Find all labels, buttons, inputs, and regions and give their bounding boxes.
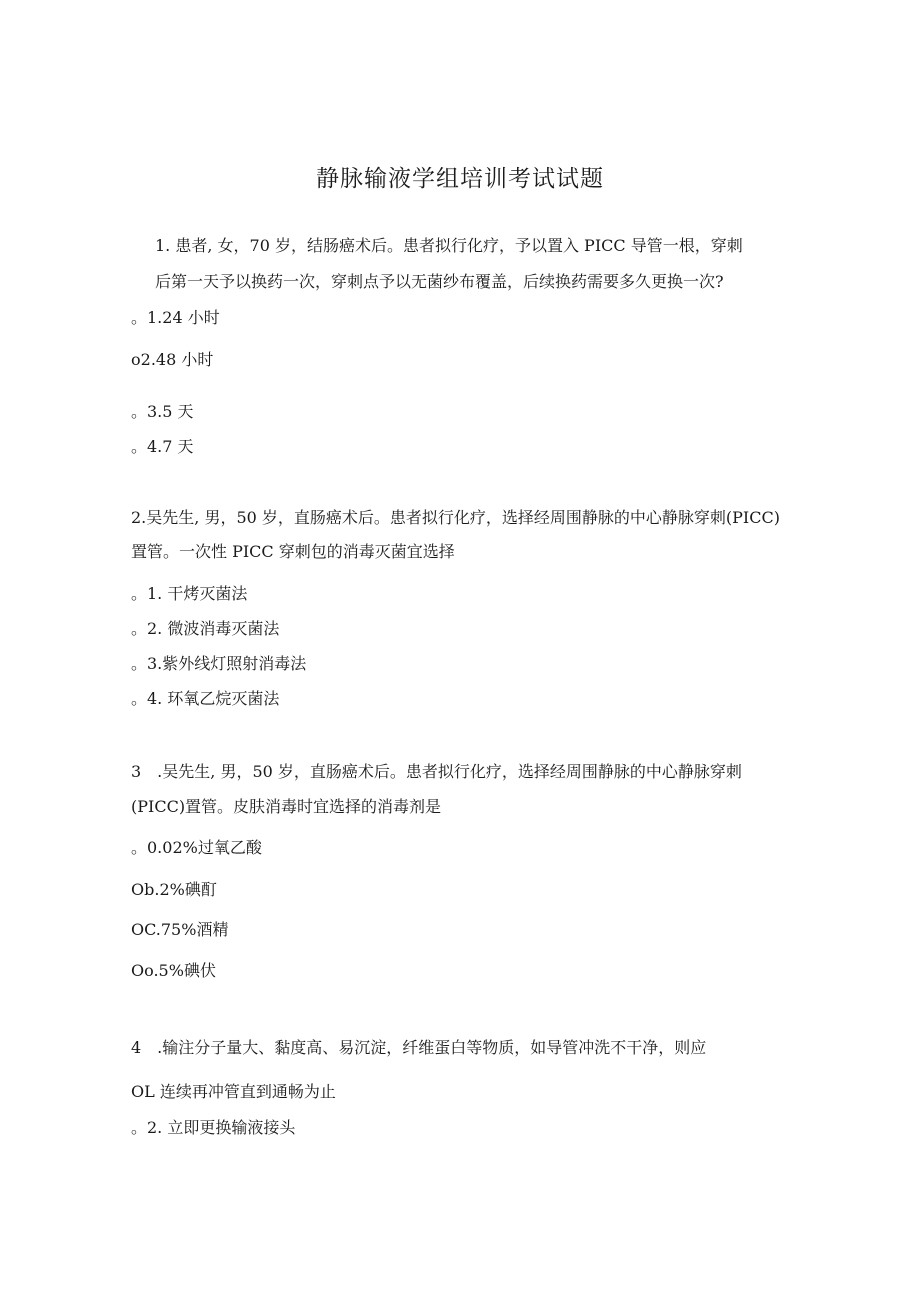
question-4-option-1: OL 连续再冲管直到通畅为止 bbox=[131, 1082, 336, 1101]
question-1-option-4: 。4.7 天 bbox=[131, 437, 194, 456]
question-4-option-2: 。2. 立即更换输液接头 bbox=[131, 1118, 296, 1137]
question-1-option-2: o2.48 小时 bbox=[131, 350, 214, 369]
question-2-stem-line-1: 2.吴先生, 男，50 岁，直肠癌术后。患者拟行化疗，选择经周围静脉的中心静脉穿刺(PICC) bbox=[131, 508, 780, 527]
question-3-option-1: 。0.02%过氧乙酸 bbox=[131, 838, 262, 857]
question-2-option-2: 。2. 微波消毒灭菌法 bbox=[131, 619, 280, 638]
question-3-stem-line-1: 3 .吴先生, 男，50 岁，直肠癌术后。患者拟行化疗，选择经周围静脉的中心静脉穿刺 bbox=[131, 762, 742, 781]
document-title: 静脉输液学组培训考试试题 bbox=[316, 166, 604, 192]
question-3-option-4: Oo.5%碘伏 bbox=[131, 961, 216, 980]
question-1-option-1: 。1.24 小时 bbox=[131, 308, 220, 327]
question-2-option-3: 。3.紫外线灯照射消毒法 bbox=[131, 654, 307, 673]
question-2-option-4: 。4. 环氧乙烷灭菌法 bbox=[131, 689, 280, 708]
question-2-option-1: 。1. 干烤灭菌法 bbox=[131, 584, 248, 603]
question-3-stem-line-2: (PICC)置管。皮肤消毒时宜选择的消毒剂是 bbox=[131, 797, 442, 816]
question-3-option-2: Ob.2%碘酊 bbox=[131, 880, 217, 899]
question-1-option-3: 。3.5 天 bbox=[131, 402, 194, 421]
question-1-stem-line-1: 1. 患者, 女，70 岁，结肠癌术后。患者拟行化疗，予以置入 PICC 导管一根，穿刺 bbox=[155, 236, 743, 255]
question-3-option-3: OC.75%酒精 bbox=[131, 920, 229, 939]
question-2-stem-line-2: 置管。一次性 PICC 穿刺包的消毒灭菌宜选择 bbox=[131, 542, 455, 561]
question-4-stem-line-1: 4 .输注分子量大、黏度高、易沉淀，纤维蛋白等物质，如导管冲洗不干净，则应 bbox=[131, 1038, 707, 1057]
question-1-stem-line-2: 后第一天予以换药一次，穿刺点予以无菌纱布覆盖，后续换药需要多久更换一次? bbox=[155, 272, 724, 291]
